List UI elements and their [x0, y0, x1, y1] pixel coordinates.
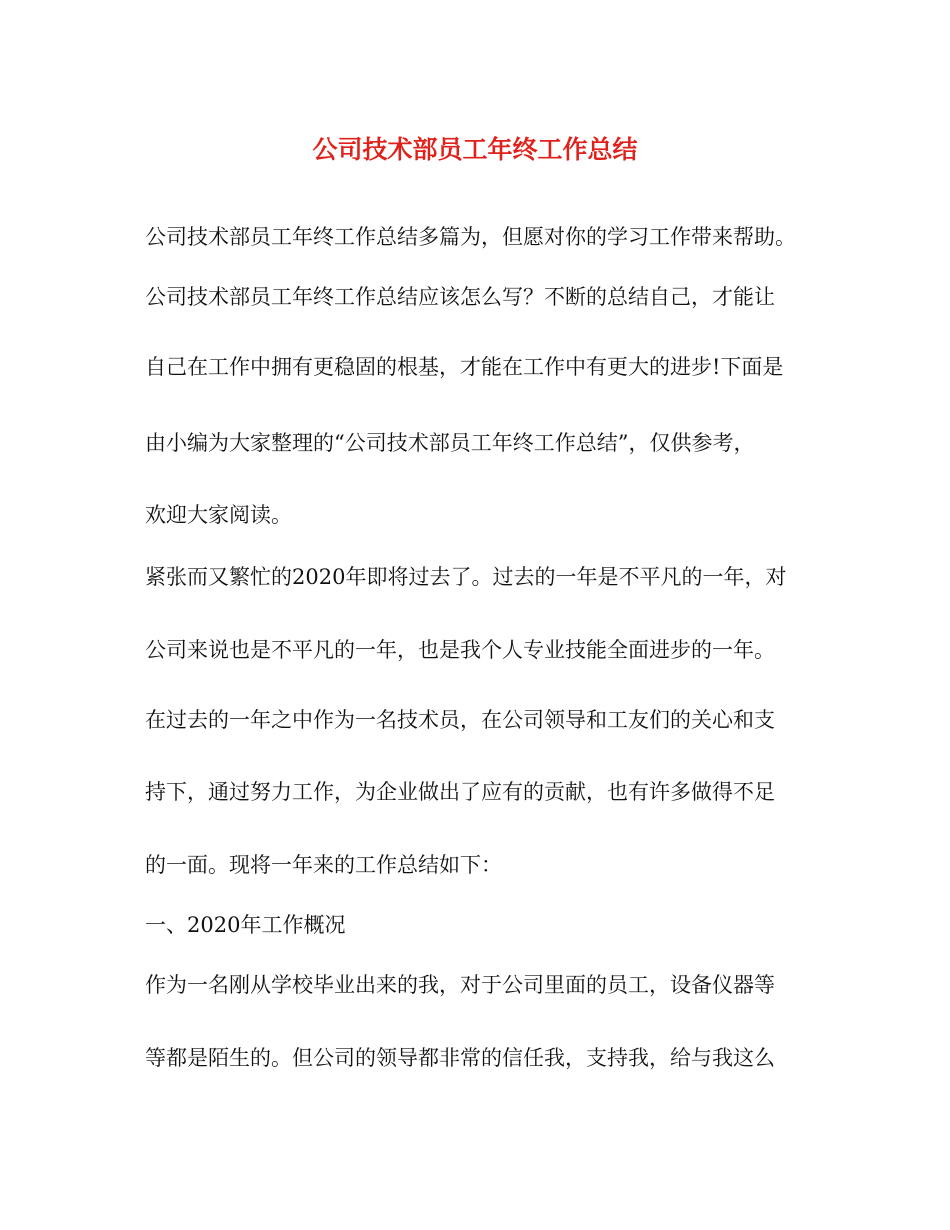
- text-line: 持下，通过努力工作，为企业做出了应有的贡献，也有许多做得不足: [145, 780, 775, 804]
- text-line: 自己在工作中拥有更稳固的根基，才能在工作中有更大的进步!下面是: [145, 355, 784, 379]
- text-line: 作为一名刚从学校毕业出来的我，对于公司里面的员工，设备仪器等: [145, 973, 775, 997]
- text-line: 紧张而又繁忙的2020年即将过去了。过去的一年是不平凡的一年，对: [145, 565, 787, 589]
- text-line: 由小编为大家整理的“公司技术部员工年终工作总结”，仅供参考，: [145, 431, 755, 455]
- text-line: 公司技术部员工年终工作总结应该怎么写？不断的总结自己，才能让: [145, 285, 775, 309]
- document-title: 公司技术部员工年终工作总结: [312, 135, 638, 164]
- text-line: 公司来说也是不平凡的一年，也是我个人专业技能全面进步的一年。: [145, 638, 775, 662]
- text-line: 的一面。现将一年来的工作总结如下：: [145, 853, 502, 877]
- text-line: 等都是陌生的。但公司的领导都非常的信任我，支持我，给与我这么: [145, 1046, 775, 1070]
- text-line: 公司技术部员工年终工作总结多篇为，但愿对你的学习工作带来帮助。: [145, 225, 796, 249]
- section-heading: 一、2020年工作概况: [145, 913, 346, 937]
- text-line: 在过去的一年之中作为一名技术员，在公司领导和工友们的关心和支: [145, 708, 775, 732]
- text-line: 欢迎大家阅读。: [145, 503, 292, 527]
